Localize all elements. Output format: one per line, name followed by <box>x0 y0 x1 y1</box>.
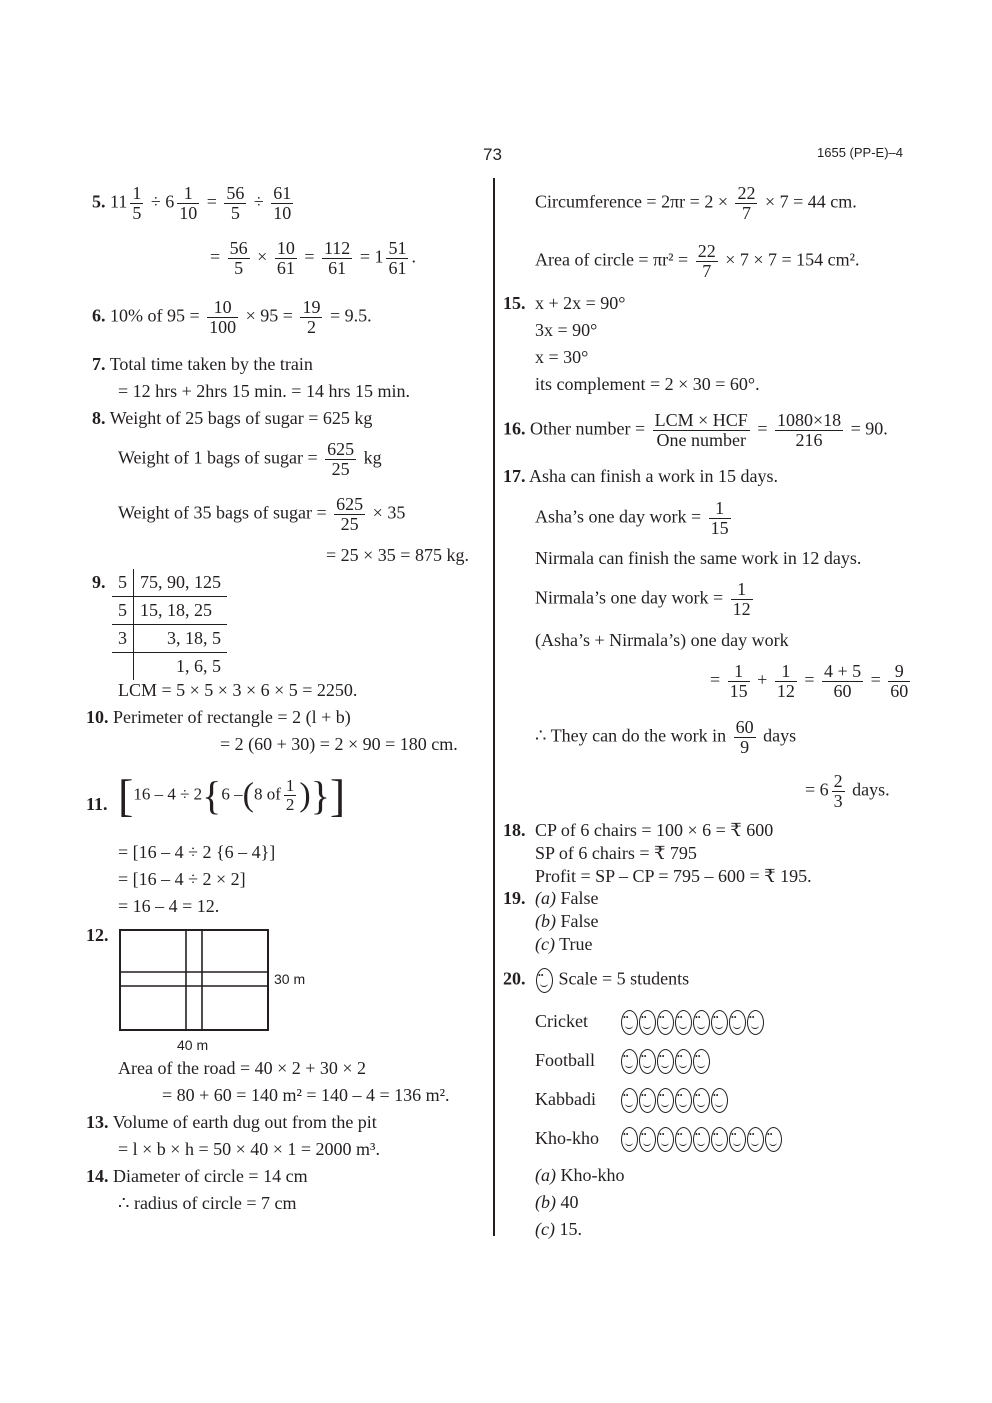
q11-expr-c: 8 of <box>253 784 281 804</box>
q17-frac4: $\frac{1}{12}$ <box>732 579 751 619</box>
q12-line2: = 80 + 60 = 140 m² = 140 – 4 = 136 m². <box>162 1085 450 1105</box>
q20-header <box>503 968 689 993</box>
q20-scale: Scale = 5 students <box>558 968 690 989</box>
smiley-icon <box>675 1049 692 1074</box>
q16-text: Other number = <box>530 418 646 439</box>
q11-expr-a: 16 – 4 ÷ 2 <box>133 784 203 804</box>
q17-text1: Asha can finish a work in 15 days. <box>529 466 778 486</box>
q5-frac1: $\frac{1}{5}$ <box>132 183 142 223</box>
q11-expr-b: 6 – <box>221 784 243 804</box>
q9-lcm: LCM = 5 × 5 × 3 × 6 × 5 = 2250. <box>118 680 358 700</box>
q14-circ-a: Circumference = 2πr = 2 × <box>535 191 728 212</box>
column-divider <box>493 178 495 1236</box>
q17-text6: ∴ They can do the work in <box>535 725 727 746</box>
q5-line1: 5. 11 $\frac{1}{5}$ ÷ 6 $\frac{1}{10}$ = $\frac{56}{5}$ ÷ $\frac{61}{10}$ <box>92 183 292 223</box>
q11-expression: [16 – 4 ÷ 2{6 –(8 of $\frac{1}{2}$ )}] <box>118 770 346 821</box>
q9-row: 5 15, 18, 25 <box>112 597 227 625</box>
document-code: 1655 (PP-E)–4 <box>817 145 903 160</box>
q10-number: 10. <box>86 707 109 727</box>
q13 <box>86 1109 380 1163</box>
q17-unit6: days <box>763 725 797 746</box>
smiley-icon <box>747 1127 764 1152</box>
q8-number: 8. <box>92 408 106 428</box>
q11-number: 11. <box>86 794 108 814</box>
smiley-icon <box>639 1127 656 1152</box>
smiley-icon <box>621 1010 638 1035</box>
q10-line1: Perimeter of rectangle = 2 (l + b) <box>113 707 351 727</box>
q12-number: 12. <box>86 925 109 945</box>
pictograph-row-kabbadi: Kabbadi•••••••••••• <box>535 1088 783 1127</box>
q15-line: x + 2x = 90° <box>535 293 626 313</box>
q14-line1: Diameter of circle = 14 cm <box>113 1166 308 1186</box>
q17-frac7: $\frac{2}{3}$ <box>833 771 843 811</box>
q17-line7 <box>805 772 890 811</box>
q16 <box>503 411 888 450</box>
q17-line5: (Asha’s + Nirmala’s) one day work <box>535 630 789 650</box>
q8-line3 <box>118 495 405 534</box>
q14-area-b: × 7 × 7 = 154 cm². <box>725 249 860 270</box>
q16-frac1: $\frac{\text{LCM × HCF}}{\text{One number}}$ <box>654 410 748 450</box>
smiley-icon <box>621 1049 638 1074</box>
q6 <box>92 298 372 337</box>
q8-line4: = 25 × 35 = 875 kg. <box>326 545 469 565</box>
q6-frac2: $\frac{19}{2}$ <box>302 297 321 337</box>
q11-line3: = 16 – 4 = 12. <box>118 896 220 916</box>
q11-line1: = [16 – 4 ÷ 2 {6 – 4}] <box>118 842 276 862</box>
q6-frac1: $\frac{10}{100}$ <box>209 297 237 337</box>
q6-mid: × 95 = <box>245 305 293 326</box>
q17-line6 <box>535 718 796 757</box>
q18-line: CP of 6 chairs = 100 × 6 = ₹ 600 <box>535 820 774 840</box>
smiley-icon <box>675 1127 692 1152</box>
q5-whole1: 11 <box>110 191 128 212</box>
smiley-icon <box>639 1049 656 1074</box>
q17-text4: Nirmala’s one day work = <box>535 587 724 608</box>
q14-number: 14. <box>86 1166 109 1186</box>
smiley-icon <box>693 1049 710 1074</box>
q20-answer: (c) 15. <box>535 1219 582 1239</box>
q17-sum: = $\frac{1}{15}$ + $\frac{1}{12}$ = $\frac{4 + 5}{60}$ = $\frac{9}{60}$ <box>710 661 909 701</box>
q9-row: 5 75, 90, 125 <box>112 569 227 597</box>
q5-frac5: $\frac{56}{5}$ <box>229 238 248 278</box>
q17-whole7: = 6 <box>805 779 829 800</box>
q20-answer: (b) 40 <box>535 1192 579 1212</box>
smiley-icon <box>711 1010 728 1035</box>
q14-area-frac: $\frac{22}{7}$ <box>697 241 716 281</box>
q7-line1: Total time taken by the train <box>109 354 313 374</box>
q8-frac3: $\frac{625}{25}$ <box>336 494 364 534</box>
q11-frac: $\frac{1}{2}$ <box>285 776 295 814</box>
q5-frac2: $\frac{1}{10}$ <box>179 183 198 223</box>
pictograph-row-football: Football•••••••••• <box>535 1049 783 1088</box>
q5-frac4: $\frac{61}{10}$ <box>273 183 292 223</box>
q20-number: 20. <box>503 968 526 989</box>
q16-eq: = <box>757 418 768 439</box>
q19-item: (b) False <box>535 911 599 931</box>
q17-sum-frac4: $\frac{9}{60}$ <box>890 661 909 701</box>
q17-sum-frac3: $\frac{4 + 5}{60}$ <box>823 661 862 701</box>
q10 <box>86 704 458 758</box>
q19-number: 19. <box>503 888 526 908</box>
q5-number: 5. <box>92 191 106 212</box>
smiley-icon <box>621 1127 638 1152</box>
q18-line: SP of 6 chairs = ₹ 795 <box>535 843 697 863</box>
q14-circ-frac: $\frac{22}{7}$ <box>737 183 756 223</box>
q9-division-table <box>112 569 227 680</box>
q17-frac2: $\frac{1}{15}$ <box>710 498 729 538</box>
q7-number: 7. <box>92 354 106 374</box>
q20-answer: (a) Kho-kho <box>535 1165 625 1185</box>
q17-frac6: $\frac{60}{9}$ <box>735 717 754 757</box>
q12-bottom-label: 40 m <box>177 1037 209 1053</box>
q9-number: 9. <box>92 572 106 592</box>
smiley-icon <box>657 1010 674 1035</box>
q12-side-label: 30 m <box>274 971 306 987</box>
smiley-icon <box>657 1088 674 1113</box>
q15-number: 15. <box>503 293 526 313</box>
q10-line2: = 2 (60 + 30) = 2 × 90 = 180 cm. <box>220 734 458 754</box>
q11-line2: = [16 – 4 ÷ 2 × 2] <box>118 869 246 889</box>
smiley-icon <box>675 1088 692 1113</box>
q15-line: its complement = 2 × 30 = 60°. <box>535 374 760 394</box>
smiley-icon <box>693 1010 710 1035</box>
q17-line4 <box>535 580 756 619</box>
q17-text2: Asha’s one day work = <box>535 506 702 527</box>
q14 <box>86 1163 308 1217</box>
q7 <box>92 351 410 405</box>
q11-steps <box>118 839 275 920</box>
q13-line2: = l × b × h = 50 × 40 × 1 = 2000 m³. <box>118 1139 380 1159</box>
q6-number: 6. <box>92 305 106 326</box>
q5-frac6: $\frac{10}{61}$ <box>276 238 295 278</box>
q19-answers <box>535 887 599 956</box>
q17-sum-frac2: $\frac{1}{12}$ <box>776 661 795 701</box>
q5-line2: = $\frac{56}{5}$ × $\frac{10}{61}$ = $\frac{112}{61}$ = 1 $\frac{51}{61}$ . <box>210 238 416 278</box>
q13-line1: Volume of earth dug out from the pit <box>112 1112 377 1132</box>
q17-sum-frac1: $\frac{1}{15}$ <box>729 661 748 701</box>
smiley-icon <box>747 1010 764 1035</box>
q17-number: 17. <box>503 466 526 486</box>
q14-circ-b: × 7 = 44 cm. <box>764 191 857 212</box>
q13-number: 13. <box>86 1112 109 1132</box>
smiley-icon <box>711 1127 728 1152</box>
smiley-icon <box>639 1088 656 1113</box>
q17-line3: Nirmala can finish the same work in 12 days. <box>535 548 862 568</box>
smiley-icon <box>729 1010 746 1035</box>
q5-frac3: $\frac{56}{5}$ <box>226 183 245 223</box>
q16-number: 16. <box>503 418 526 439</box>
smiley-icon <box>729 1127 746 1152</box>
q12-line1: Area of the road = 40 × 2 + 30 × 2 <box>118 1058 367 1078</box>
q5-frac8: $\frac{51}{61}$ <box>388 238 407 278</box>
q12-area <box>118 1055 450 1109</box>
pictograph-row-cricket: Cricket•••••••••••••••• <box>535 1010 783 1049</box>
smiley-icon <box>536 968 553 993</box>
pictograph-row-kho-kho: Kho-kho•••••••••••••••••• <box>535 1127 783 1166</box>
q14-area-a: Area of circle = πr² = <box>535 249 689 270</box>
q18-number: 18. <box>503 820 526 840</box>
q16-frac2: $\frac{1080\times 18}{216}$ <box>776 410 842 450</box>
q9-row: 1, 6, 5 <box>112 653 227 681</box>
q19-item: (a) False <box>535 888 599 908</box>
smiley-icon <box>639 1010 656 1035</box>
q6-end: = 9.5. <box>329 305 372 326</box>
q8-text2: Weight of 1 bags of sugar = <box>118 447 318 468</box>
q17-line1 <box>503 466 778 487</box>
q14-line2: ∴ radius of circle = 7 cm <box>118 1193 297 1213</box>
smiley-icon <box>621 1088 638 1113</box>
smiley-icon <box>657 1049 674 1074</box>
smiley-icon <box>657 1127 674 1152</box>
q8-text3: Weight of 35 bags of sugar = <box>118 502 327 523</box>
page-number: 73 <box>483 145 502 164</box>
q8-line1 <box>92 405 372 432</box>
q5-whole2: 6 <box>165 191 175 212</box>
q18-line: Profit = SP – CP = 795 – 600 = ₹ 195. <box>535 866 812 886</box>
q17-unit7: days. <box>852 779 890 800</box>
q14-circumference <box>535 184 857 223</box>
q6-text: 10% of 95 = <box>110 305 200 326</box>
smiley-icon <box>693 1088 710 1113</box>
q15-line: x = 30° <box>535 347 589 367</box>
q8-mul3: × 35 <box>372 502 406 523</box>
q15-steps <box>535 290 760 398</box>
q8-unit2: kg <box>363 447 382 468</box>
q5-frac7: $\frac{112}{61}$ <box>323 238 351 278</box>
q16-end: = 90. <box>850 418 888 439</box>
smiley-icon <box>765 1127 782 1152</box>
q8-frac2: $\frac{625}{25}$ <box>327 439 355 479</box>
q8-text1: Weight of 25 bags of sugar = 625 kg <box>109 408 373 428</box>
q19-item: (c) True <box>535 934 593 954</box>
q17-line2 <box>535 499 734 538</box>
q15-line: 3x = 90° <box>535 320 598 340</box>
q12-field-diagram <box>118 928 270 1032</box>
smiley-icon <box>675 1010 692 1035</box>
q8-line2 <box>118 440 382 479</box>
q20-answers <box>535 1162 625 1243</box>
q7-line2: = 12 hrs + 2hrs 15 min. = 14 hrs 15 min. <box>118 381 410 401</box>
smiley-icon <box>693 1127 710 1152</box>
q20-pictograph <box>535 1010 783 1166</box>
q18-steps <box>535 819 812 888</box>
q14-area <box>535 242 860 281</box>
smiley-icon <box>711 1088 728 1113</box>
q5-whole3: 1 <box>374 246 384 267</box>
q9-row: 3 3, 18, 5 <box>112 625 227 653</box>
